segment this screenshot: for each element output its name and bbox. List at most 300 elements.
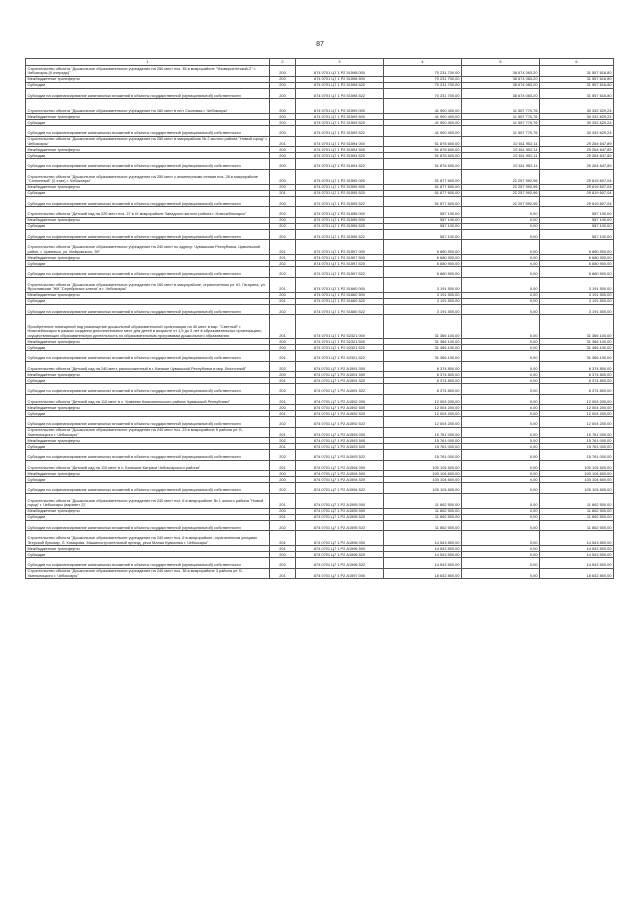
row-code-cell: 874 0701 Ц7 1 Р2 51599 520 (296, 120, 384, 126)
row-amount-col5: 0,00 (462, 223, 540, 229)
row-amount-col5: 0,00 (462, 531, 540, 546)
row-amount-col4: 14 543 500,00 (384, 552, 462, 558)
row-code-cell: 874 0701 Ц7 1 Р2 A1592 500 (296, 405, 384, 411)
row-kvr-cell: 200 (270, 508, 296, 514)
row-name-cell: Субсидии (26, 514, 270, 520)
table-row (26, 483, 614, 494)
column-header-2: 2 (270, 59, 296, 66)
row-amount-col5: 0,00 (462, 361, 540, 372)
row-amount-col5: 0,00 (462, 405, 540, 411)
row-code-cell: 874 0701 Ц7 1 Р2 A1596 522 (296, 558, 384, 569)
row-kvr-cell: 201 (270, 351, 296, 362)
row-amount-col6: 100 104 600,00 (540, 471, 614, 477)
row-code-cell: 874 0701 Ц7 1 Р2 51660 500 (296, 292, 384, 298)
row-amount-col6: 29 264 647,89 (540, 153, 614, 159)
row-code-cell: 874 0701 Ц7 1 Р2 52321 500 (296, 339, 384, 345)
row-amount-col4: 51 876 600,00 (384, 147, 462, 153)
row-kvr-cell: 201 (270, 136, 296, 147)
row-kvr-cell: 202 (270, 417, 296, 428)
row-kvr-cell: 200 (270, 82, 296, 88)
table-row (26, 277, 614, 292)
row-amount-col4: 15 761 000,00 (384, 444, 462, 450)
row-name-cell: Субсидии (26, 411, 270, 417)
table-row (26, 169, 614, 184)
row-code-cell: 874 0701 Ц7 1 Р2 51595 000 (296, 169, 384, 184)
row-amount-col4: 51 877 600,00 (384, 169, 462, 184)
table-row (26, 126, 614, 137)
row-kvr-cell: 202 (270, 438, 296, 444)
row-code-cell: 874 0701 Ц7 1 Р2 A1591 522 (296, 384, 384, 395)
row-amount-col4: 100 104 600,00 (384, 483, 462, 494)
row-code-cell: 874 0701 Ц7 1 Р2 A1592 520 (296, 411, 384, 417)
row-amount-col6: 11 862 500,00 (540, 520, 614, 531)
row-amount-col4: 70 231 700,00 (384, 88, 462, 99)
row-amount-col4: 41 900 400,00 (384, 126, 462, 137)
row-amount-col5: 22 611 952,11 (462, 159, 540, 170)
row-amount-col4: 3 191 500,00 (384, 304, 462, 315)
row-code-cell: 874 0701 Ц7 1 Р2 51594 522 (296, 159, 384, 170)
row-amount-col5: 0,00 (462, 292, 540, 298)
row-amount-col4: 587 100,00 (384, 207, 462, 218)
table-row (26, 427, 614, 438)
row-code-cell: 874 0701 Ц7 1 Р2 51599 522 (296, 126, 384, 137)
row-kvr-cell: 202 (270, 520, 296, 531)
table-row (26, 315, 614, 339)
table-row (26, 351, 614, 362)
row-code-cell: 874 0701 Ц7 1 Р2 51594 520 (296, 153, 384, 159)
row-kvr-cell: 200 (270, 471, 296, 477)
row-amount-col6: 14 543 500,00 (540, 552, 614, 558)
row-name-cell: Субсидии (26, 345, 270, 351)
row-amount-col6: 12 004 200,00 (540, 405, 614, 411)
row-amount-col5: 0,00 (462, 229, 540, 240)
column-number-header-row (26, 59, 614, 66)
row-kvr-cell: 200 (270, 126, 296, 137)
row-kvr-cell: 201 (270, 531, 296, 546)
row-amount-col6: 3 191 500,00 (540, 277, 614, 292)
row-name-cell: Межбюджетные трансферты (26, 471, 270, 477)
row-amount-col4: 70 231 700,00 (384, 76, 462, 82)
budget-table (25, 58, 614, 579)
row-kvr-cell: 201 (270, 460, 296, 471)
row-code-cell: 874 0701 Ц7 1 Р2 51595 500 (296, 184, 384, 190)
row-amount-col6: 6 680 900,00 (540, 261, 614, 267)
row-amount-col5: 0,00 (462, 298, 540, 304)
row-code-cell: 874 0701 Ц7 1 Р2 51660 522 (296, 304, 384, 315)
row-name-cell: Строительство объекта "Дошкольное образовательное учреждение на 240 мест по адресу: Чувашская Республика, Цивильский район, г. Цивильск, ул. Майковского, 39" (26, 240, 270, 255)
row-amount-col5: 22 257 992,96 (462, 184, 540, 190)
row-kvr-cell: 201 (270, 240, 296, 255)
row-kvr-cell: 201 (270, 411, 296, 417)
row-code-cell: 874 0701 Ц7 1 Р2 51594 000 (296, 136, 384, 147)
table-row (26, 159, 614, 170)
row-kvr-cell: 201 (270, 277, 296, 292)
row-kvr-cell: 200 (270, 88, 296, 99)
row-code-cell: 874 0701 Ц7 1 Р2 51596 000 (296, 207, 384, 218)
row-amount-col4: 12 004 200,00 (384, 405, 462, 411)
row-amount-col4: 11 862 500,00 (384, 514, 462, 520)
row-amount-col6: 29 264 647,89 (540, 147, 614, 153)
row-amount-col5: 22 611 952,11 (462, 153, 540, 159)
row-amount-col6: 31 366 100,00 (540, 315, 614, 339)
row-amount-col6: 18 632 800,00 (540, 568, 614, 579)
row-amount-col6: 31 557 616,80 (540, 76, 614, 82)
row-code-cell: 874 0701 Ц7 1 Р2 51594 500 (296, 147, 384, 153)
row-name-cell: Строительство объекта "Дошкольное образовательное учреждение на 160 мест в п/ст Сосновка г. Чебоксары" (26, 99, 270, 114)
row-amount-col4: 587 100,00 (384, 217, 462, 223)
row-amount-col5: 11 567 770,76 (462, 126, 540, 137)
table-row (26, 240, 614, 255)
row-kvr-cell: 200 (270, 196, 296, 207)
row-amount-col5: 0,00 (462, 277, 540, 292)
row-amount-col6: 100 104 600,00 (540, 460, 614, 471)
row-name-cell: Строительство объекта "Дошкольное образовательное учреждение на 160 мест в микрорайоне, ограниченном ул. Ю. Гагарина, ул. Ярославская "ЖК "Серебряные ключи" в г. Чебоксары" (26, 277, 270, 292)
row-amount-col5: 0,00 (462, 417, 540, 428)
row-code-cell: 874 0701 Ц7 1 Р2 A1594 500 (296, 471, 384, 477)
row-amount-col5: 0,00 (462, 372, 540, 378)
row-amount-col5: 0,00 (462, 378, 540, 384)
row-kvr-cell: 202 (270, 223, 296, 229)
row-kvr-cell: 200 (270, 66, 296, 77)
row-name-cell: Межбюджетные трансферты (26, 339, 270, 345)
row-name-cell: Субсидии на софинансирование капитальных вложений в объекты государственной (муниципальной) собственности (26, 417, 270, 428)
row-kvr-cell: 202 (270, 483, 296, 494)
row-name-cell: Строительство объекта "Дошкольное образовательное учреждение на 240 мест поз. 6 в микрорайоне, ограниченном улицами Эгерский бульвар, Л. Комарова, Машиностроительный проезд, река Малая Кувшинка г. Чебоксары" (26, 531, 270, 546)
row-amount-col5: 22 611 952,11 (462, 147, 540, 153)
row-kvr-cell: 202 (270, 361, 296, 372)
row-amount-col6: 6 680 900,00 (540, 267, 614, 278)
row-name-cell: Субсидии на софинансирование капитальных вложений в объекты государственной (муниципальной) собственности (26, 304, 270, 315)
row-amount-col5: 38 674 083,20 (462, 66, 540, 77)
row-name-cell: Субсидии на софинансирование капитальных вложений в объекты государственной (муниципальной) собственности (26, 88, 270, 99)
row-amount-col4: 100 104 600,00 (384, 471, 462, 477)
row-name-cell: Межбюджетные трансферты (26, 292, 270, 298)
row-amount-col6: 587 100,00 (540, 229, 614, 240)
row-amount-col6: 6 680 900,00 (540, 255, 614, 261)
row-amount-col4: 70 231 700,00 (384, 82, 462, 88)
row-code-cell: 874 0701 Ц7 1 Р2 A1591 500 (296, 372, 384, 378)
row-amount-col6: 30 332 629,24 (540, 120, 614, 126)
row-name-cell: Строительство объекта "Дошкольное образовательное учреждение на 240 мест поз. 38 в микрорайоне 3 района ул. Б. Хмельницкого г. Чебоксары" (26, 568, 270, 579)
row-code-cell: 874 0701 Ц7 1 Р2 51660 520 (296, 298, 384, 304)
row-name-cell: Субсидии (26, 378, 270, 384)
row-name-cell: Субсидии (26, 298, 270, 304)
row-kvr-cell: 200 (270, 345, 296, 351)
row-amount-col5: 0,00 (462, 261, 540, 267)
row-code-cell: 874 0701 Ц7 1 Р2 51596 520 (296, 223, 384, 229)
row-amount-col5: 0,00 (462, 339, 540, 345)
row-amount-col4: 12 004 200,00 (384, 417, 462, 428)
row-name-cell: Строительство объекта "Дошкольное образовательное учреждение на 240 мест поз. 6 в микрорайоне № 1 жилого района "Новый город" г. Чебоксары (вариант 2)" (26, 493, 270, 508)
row-name-cell: Приобретение помещений под размещение дошкольной образовательной организации на 40 мест в мкр. "Светлый" г. Новочебоксарск в рамках создания дополнительных мест для детей в возрасте от 1,5 до 3 лет в образовательных организациях, осуществляющих образовательную деятельность по образовательным программам дошкольного образования (26, 315, 270, 339)
row-amount-col5: 0,00 (462, 514, 540, 520)
row-code-cell: 874 0701 Ц7 1 Р2 A1596 000 (296, 531, 384, 546)
row-amount-col6: 11 862 500,00 (540, 514, 614, 520)
row-amount-col4: 41 900 400,00 (384, 120, 462, 126)
row-code-cell: 874 0701 Ц7 1 Р2 A1597 000 (296, 568, 384, 579)
row-name-cell: Межбюджетные трансферты (26, 546, 270, 552)
row-amount-col5: 0,00 (462, 460, 540, 471)
row-amount-col6: 30 332 629,24 (540, 126, 614, 137)
row-name-cell: Межбюджетные трансферты (26, 114, 270, 120)
row-kvr-cell: 201 (270, 514, 296, 520)
table-row (26, 568, 614, 579)
row-amount-col4: 51 876 600,00 (384, 153, 462, 159)
row-name-cell: Межбюджетные трансферты (26, 372, 270, 378)
row-name-cell: Субсидии на софинансирование капитальных вложений в объекты государственной (муниципальной) собственности (26, 520, 270, 531)
row-kvr-cell: 202 (270, 261, 296, 267)
row-name-cell: Субсидии на софинансирование капитальных вложений в объекты государственной (муниципальной) собственности (26, 126, 270, 137)
row-name-cell: Субсидии на софинансирование капитальных вложений в объекты государственной (муниципальной) собственности (26, 483, 270, 494)
row-amount-col4: 6 374 800,00 (384, 372, 462, 378)
row-amount-col5: 0,00 (462, 351, 540, 362)
row-amount-col4: 31 366 100,00 (384, 315, 462, 339)
row-name-cell: Строительство объекта "Дошкольное образовательное учреждение на 250 мест в микрорайоне № 2 жилого района "Новый город" г. Чебоксары" (27, 136, 268, 146)
row-amount-col6: 6 374 800,00 (540, 372, 614, 378)
row-code-cell: 874 0701 Ц7 1 Р2 51599 000 (296, 99, 384, 114)
table-row (26, 136, 614, 147)
row-code-cell: 874 0701 Ц7 1 Р2 51597 522 (296, 267, 384, 278)
row-amount-col5: 0,00 (462, 267, 540, 278)
row-amount-col4: 51 876 600,00 (384, 136, 462, 147)
row-amount-col6: 31 557 616,80 (540, 66, 614, 77)
row-kvr-cell: 200 (270, 292, 296, 298)
table-row (26, 450, 614, 461)
row-amount-col4: 6 374 800,00 (384, 384, 462, 395)
row-amount-col6: 6 374 800,00 (540, 378, 614, 384)
row-amount-col4: 100 104 600,00 (384, 477, 462, 483)
row-name-cell: Субсидии на софинансирование капитальных вложений в объекты государственной (муниципальной) собственности (26, 450, 270, 461)
row-kvr-cell: 202 (270, 229, 296, 240)
row-code-cell: 874 0701 Ц7 1 Р2 51597 000 (296, 240, 384, 255)
row-amount-col4: 11 862 500,00 (384, 520, 462, 531)
row-name-cell: Субсидии (26, 223, 270, 229)
row-kvr-cell: 201 (270, 427, 296, 438)
row-name-cell: Межбюджетные трансферты (26, 76, 270, 82)
row-amount-col5: 0,00 (462, 315, 540, 339)
row-kvr-cell: 201 (270, 394, 296, 405)
row-amount-col6: 587 100,00 (540, 207, 614, 218)
row-amount-col4: 3 191 500,00 (384, 298, 462, 304)
row-amount-col4: 31 366 100,00 (384, 345, 462, 351)
row-code-cell: 874 0701 Ц7 1 Р2 51598 000 (296, 66, 384, 77)
row-code-cell: 874 0701 Ц7 1 Р2 A1593 520 (296, 444, 384, 450)
row-amount-col6: 3 191 500,00 (540, 292, 614, 298)
table-row (26, 493, 614, 508)
row-amount-col5: 0,00 (462, 546, 540, 552)
table-row (26, 207, 614, 218)
row-name-cell: Субсидии на софинансирование капитальных вложений в объекты государственной (муниципальной) собственности (26, 558, 270, 569)
row-amount-col6: 15 761 000,00 (540, 450, 614, 461)
row-name-cell: Межбюджетные трансферты (26, 508, 270, 514)
row-name-cell: Субсидии (26, 82, 270, 88)
row-name-cell: Субсидии (26, 444, 270, 450)
row-amount-col5: 0,00 (462, 304, 540, 315)
row-code-cell: 874 0701 Ц7 1 Р2 A1594 522 (296, 483, 384, 494)
row-amount-col5: 0,00 (462, 477, 540, 483)
row-code-cell: 874 0701 Ц7 1 Р2 A1595 000 (296, 493, 384, 508)
row-amount-col6: 29 264 647,89 (540, 159, 614, 170)
row-name-cell: Субсидии на софинансирование капитальных вложений в объекты государственной (муниципальной) собственности (26, 351, 270, 362)
table-row (26, 99, 614, 114)
row-name-cell: Субсидии (26, 552, 270, 558)
row-kvr-cell: 200 (270, 76, 296, 82)
row-amount-col6: 11 862 500,00 (540, 493, 614, 508)
row-amount-col6: 15 761 000,00 (540, 444, 614, 450)
row-amount-col4: 41 900 400,00 (384, 114, 462, 120)
row-amount-col5: 0,00 (462, 255, 540, 261)
row-amount-col4: 15 761 000,00 (384, 450, 462, 461)
row-amount-col5: 0,00 (462, 520, 540, 531)
row-kvr-cell: 202 (270, 267, 296, 278)
row-amount-col6: 6 374 800,00 (540, 384, 614, 395)
row-amount-col4: 51 877 600,00 (384, 196, 462, 207)
table-row (26, 531, 614, 546)
row-name-cell: Строительство объекта "Детский сад на 110 мест в с. Урмаево Комсомольского района Чувашской Республики" (26, 394, 270, 405)
row-name-cell: Строительство объекта "Детский сад на 240 мест, расположенный в г. Канаше Чувашской Республики в мкр. Восточный" (26, 361, 270, 372)
row-amount-col4: 51 877 600,00 (384, 184, 462, 190)
row-amount-col4: 41 900 400,00 (384, 99, 462, 114)
row-name-cell: Субсидии (26, 261, 270, 267)
row-amount-col5: 22 257 992,96 (462, 190, 540, 196)
row-name-cell: Субсидии (26, 477, 270, 483)
row-amount-col6: 14 543 500,00 (540, 558, 614, 569)
table-row (26, 558, 614, 569)
table-row (26, 229, 614, 240)
row-kvr-cell: 201 (270, 493, 296, 508)
table-row (26, 196, 614, 207)
row-amount-col5: 0,00 (462, 493, 540, 508)
row-name-cell: Субсидии (26, 190, 270, 196)
row-amount-col4: 51 876 600,00 (384, 159, 462, 170)
row-code-cell: 874 0701 Ц7 1 Р2 A1594 000 (296, 460, 384, 471)
row-amount-col6: 29 264 647,89 (540, 136, 614, 147)
row-amount-col6: 3 191 500,00 (540, 298, 614, 304)
column-header-5: 5 (462, 59, 540, 66)
row-code-cell: 874 0701 Ц7 1 Р2 A1596 500 (296, 546, 384, 552)
row-amount-col6: 11 862 500,00 (540, 508, 614, 514)
row-code-cell: 874 0701 Ц7 1 Р2 A1593 500 (296, 438, 384, 444)
row-amount-col5: 0,00 (462, 394, 540, 405)
row-amount-col5: 0,00 (462, 411, 540, 417)
row-name-cell: Межбюджетные трансферты (26, 255, 270, 261)
row-amount-col6: 29 619 607,04 (540, 184, 614, 190)
table-row (26, 394, 614, 405)
row-amount-col5: 0,00 (462, 345, 540, 351)
row-name-cell: Строительство объекта "Дошкольное образовательное учреждение на 240 мест поз. 23 в микрорайоне 5 района ул. Б. Хмельницкого г. Чебоксары" (26, 427, 270, 438)
row-kvr-cell: 202 (270, 207, 296, 218)
row-amount-col5: 11 567 770,76 (462, 120, 540, 126)
row-code-cell: 874 0701 Ц7 1 Р2 A1593 522 (296, 450, 384, 461)
row-kvr-cell: 200 (270, 217, 296, 223)
row-kvr-cell: 200 (270, 184, 296, 190)
row-kvr-cell: 200 (270, 153, 296, 159)
row-name-cell: Строительство объекта "Детский сад на 110 мест в с. Большие Катраси Чебоксарского района" (26, 460, 270, 471)
row-amount-col6: 12 004 200,00 (540, 394, 614, 405)
row-amount-col5: 0,00 (462, 483, 540, 494)
row-amount-col4: 11 862 500,00 (384, 493, 462, 508)
row-kvr-cell: 201 (270, 568, 296, 579)
column-header-4: 4 (384, 59, 462, 66)
table-row (26, 384, 614, 395)
table-row (26, 417, 614, 428)
table-row (26, 520, 614, 531)
row-amount-col4: 31 366 100,00 (384, 351, 462, 362)
row-code-cell: 874 0701 Ц7 1 Р2 52321 520 (296, 345, 384, 351)
row-amount-col4: 6 680 900,00 (384, 261, 462, 267)
row-amount-col6: 15 761 000,00 (540, 427, 614, 438)
row-kvr-cell: 200 (270, 477, 296, 483)
row-amount-col4: 587 100,00 (384, 229, 462, 240)
row-amount-col6: 587 100,00 (540, 217, 614, 223)
column-header-3: 3 (296, 59, 384, 66)
row-code-cell: 874 0701 Ц7 1 Р2 51595 520 (296, 190, 384, 196)
row-kvr-cell: 202 (270, 450, 296, 461)
row-kvr-cell: 202 (270, 558, 296, 569)
row-name-cell: Межбюджетные трансферты (26, 217, 270, 223)
row-amount-col6: 14 543 500,00 (540, 531, 614, 546)
row-amount-col4: 12 004 200,00 (384, 411, 462, 417)
row-amount-col5: 38 674 083,20 (462, 82, 540, 88)
row-amount-col6: 6 374 800,00 (540, 361, 614, 372)
row-kvr-cell: 201 (270, 378, 296, 384)
row-amount-col4: 31 366 100,00 (384, 339, 462, 345)
row-amount-col5: 0,00 (462, 217, 540, 223)
row-amount-col5: 22 257 992,96 (462, 196, 540, 207)
row-amount-col4: 6 680 900,00 (384, 240, 462, 255)
row-amount-col4: 14 543 500,00 (384, 558, 462, 569)
row-amount-col6: 30 332 629,24 (540, 114, 614, 120)
table-row (26, 267, 614, 278)
row-kvr-cell: 200 (270, 120, 296, 126)
row-code-cell: 874 0701 Ц7 1 Р2 51597 520 (296, 261, 384, 267)
row-code-cell: 874 0701 Ц7 1 Р2 A1591 000 (296, 361, 384, 372)
row-amount-col4: 14 543 500,00 (384, 531, 462, 546)
row-amount-col4: 587 100,00 (384, 223, 462, 229)
row-amount-col5: 0,00 (462, 558, 540, 569)
row-amount-col6: 31 366 100,00 (540, 351, 614, 362)
row-kvr-cell: 201 (270, 190, 296, 196)
row-amount-col6: 14 543 500,00 (540, 546, 614, 552)
row-amount-col4: 6 374 800,00 (384, 361, 462, 372)
row-kvr-cell: 200 (270, 339, 296, 345)
row-amount-col5: 0,00 (462, 240, 540, 255)
row-code-cell: 874 0701 Ц7 1 Р2 A1592 000 (296, 394, 384, 405)
row-amount-col5: 0,00 (462, 568, 540, 579)
row-kvr-cell: 202 (270, 304, 296, 315)
row-code-cell: 874 0701 Ц7 1 Р2 A1595 520 (296, 514, 384, 520)
row-amount-col6: 12 004 200,00 (540, 417, 614, 428)
row-amount-col6: 30 332 629,24 (540, 99, 614, 114)
row-code-cell: 874 0701 Ц7 1 Р2 A1592 522 (296, 417, 384, 428)
row-name-cell: Субсидии на софинансирование капитальных вложений в объекты государственной (муниципальной) собственности (26, 267, 270, 278)
row-amount-col6: 29 619 607,04 (540, 196, 614, 207)
row-name-cell: Межбюджетные трансферты (26, 438, 270, 444)
row-kvr-cell: 200 (270, 147, 296, 153)
row-kvr-cell: 200 (270, 552, 296, 558)
row-amount-col5: 0,00 (462, 444, 540, 450)
row-amount-col5: 0,00 (462, 427, 540, 438)
row-kvr-cell: 201 (270, 546, 296, 552)
table-row (26, 304, 614, 315)
page-number: 87 (316, 41, 324, 48)
row-name-cell: Строительство объекта "Детский сад на 220 мест поз. 27 в IX микрорайоне Западного жилого района г. Новочебоксарск" (26, 207, 270, 218)
row-kvr-cell: 201 (270, 315, 296, 339)
row-code-cell: 874 0701 Ц7 1 Р2 A1591 520 (296, 378, 384, 384)
row-code-cell: 874 0701 Ц7 1 Р2 A1594 520 (296, 477, 384, 483)
row-amount-col6: 3 191 500,00 (540, 304, 614, 315)
row-kvr-cell: 200 (270, 169, 296, 184)
